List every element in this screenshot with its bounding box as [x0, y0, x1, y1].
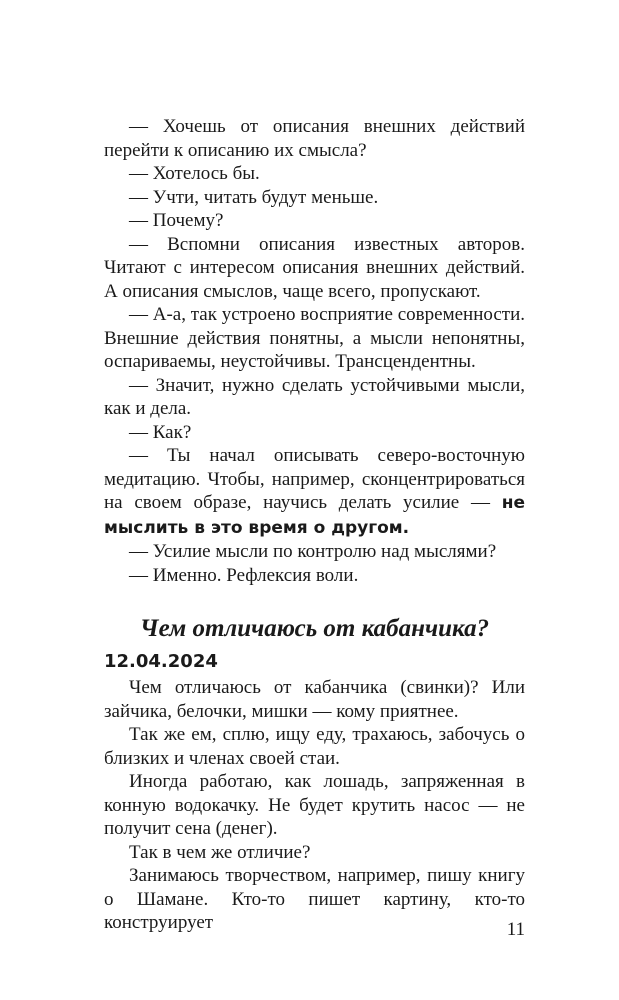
paragraph: Чем отличаюсь от кабанчика (свинки)? Или зайчика, белочки, мишки — кому приятнее. [104, 677, 525, 722]
meditation-bold-text: не мыслить в это время о другом. [104, 493, 525, 538]
dialogue-line: — Хочешь от описания внешних действий перейти к описанию их смысла? [104, 116, 525, 161]
chapter-body [104, 676, 525, 935]
dialogue-line: — Как? [129, 421, 192, 443]
paragraph: Так в чем же отличие? [129, 841, 311, 863]
dialogue-line: — Вспомни описания известных авторов. Читают с интересом описания внешних действий. А описания смыслов, чаще всего, пропускают. [104, 233, 525, 302]
dialogue-line: — Усилие мысли по контролю над мыслями? [129, 541, 497, 562]
dialogue-section [104, 115, 525, 587]
dialogue-line: — Значит, нужно сделать устойчивыми мысли, как и дела. [104, 374, 525, 419]
dialogue-line: — Именно. Рефлексия воли. [129, 564, 359, 586]
meditation-text: — Ты начал описывать северо-восточную медитацию. Чтобы, например, сконцентрироваться на своем образе, научись делать усилие — [104, 445, 525, 513]
paragraph: Так же ем, сплю, ищу еду, трахаюсь, забочусь о близких и членах своей стаи. [104, 724, 525, 769]
dialogue-line: — Хотелось бы. [129, 163, 260, 184]
dialogue-line-meditation [104, 444, 525, 540]
page-number: 11 [506, 919, 525, 940]
paragraph: Иногда работаю, как лошадь, запряженная в конную водокачку. Не будет крутить насос — не получит сена (денег). [104, 771, 525, 839]
dialogue-line: — Почему? [129, 210, 224, 231]
entry-date: 12.04.2024 [104, 651, 218, 672]
dialogue-line: — А-а, так устроено восприятие современности. Внешние действия понятны, а мысли непонятны, оспариваемы, неустойчивы. Трансцендентны. [104, 304, 525, 372]
paragraph: Занимаюсь творчеством, например, пишу книгу о Шамане. Кто-то пишет картину, кто-то конструирует [104, 865, 525, 933]
chapter-title: Чем отличаюсь от кабанчика? [139, 615, 490, 642]
dialogue-line: — Учти, читать будут меньше. [129, 186, 379, 208]
